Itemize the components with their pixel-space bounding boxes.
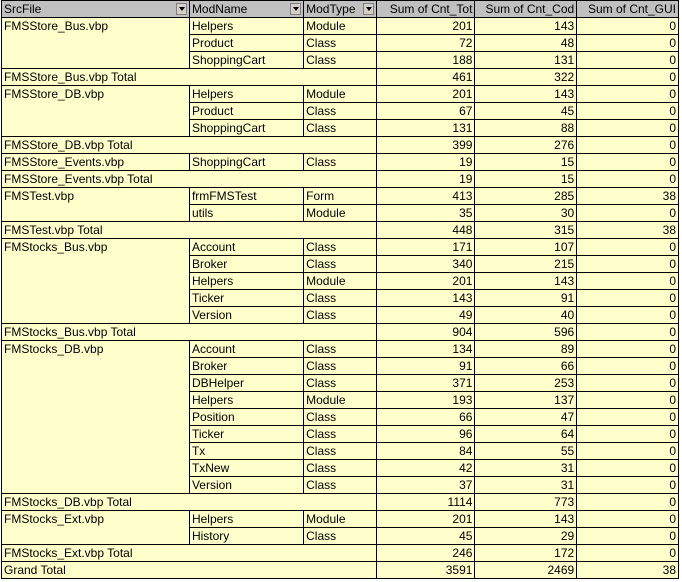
mod-name-cell[interactable]: History	[189, 528, 303, 545]
cnt-tot-cell[interactable]: 37	[376, 477, 475, 494]
subtotal-label[interactable]: FMSStore_Bus.vbp Total	[2, 69, 377, 86]
mod-type-cell[interactable]: Module	[304, 205, 377, 222]
subtotal-cnt-cod[interactable]: 773	[475, 494, 577, 511]
header-cnt-cod[interactable]: Sum of Cnt_Cod	[475, 1, 577, 18]
subtotal-cnt-gui[interactable]: 0	[577, 545, 679, 562]
src-file-cell[interactable]: FMStocks_Bus.vbp	[2, 239, 190, 256]
subtotal-label[interactable]: FMStocks_Bus.vbp Total	[2, 324, 377, 341]
src-file-cell-empty[interactable]	[2, 528, 190, 545]
table-row	[2, 154, 679, 171]
cnt-cod-cell[interactable]: 215	[475, 256, 577, 273]
table-row	[2, 460, 679, 477]
cnt-tot-cell[interactable]: 201	[376, 511, 475, 528]
table-row	[2, 103, 679, 120]
table-row	[2, 307, 679, 324]
table-row	[2, 273, 679, 290]
cnt-gui-cell[interactable]: 0	[577, 375, 679, 392]
subtotal-cnt-gui[interactable]: 0	[577, 171, 679, 188]
mod-name-cell[interactable]: ShoppingCart	[189, 52, 303, 69]
subtotal-cnt-gui[interactable]: 0	[577, 69, 679, 86]
subtotal-cnt-tot[interactable]: 448	[376, 222, 475, 239]
grand-total-cnt-tot[interactable]: 3591	[376, 562, 475, 579]
table-row	[2, 375, 679, 392]
src-file-cell-empty[interactable]	[2, 477, 190, 494]
cnt-cod-cell[interactable]: 48	[475, 35, 577, 52]
mod-name-cell[interactable]: DBHelper	[189, 375, 303, 392]
cnt-tot-cell[interactable]: 91	[376, 358, 475, 375]
mod-type-dropdown-icon[interactable]	[363, 3, 374, 15]
subtotal-cnt-cod[interactable]: 15	[475, 171, 577, 188]
mod-name-cell[interactable]: Product	[189, 103, 303, 120]
src-file-cell[interactable]: FMSStore_Events.vbp	[2, 154, 190, 171]
header-mod-name[interactable]	[189, 1, 303, 18]
cnt-gui-cell[interactable]: 0	[577, 307, 679, 324]
cnt-gui-cell[interactable]: 0	[577, 528, 679, 545]
subtotal-label[interactable]: FMSStore_Events.vbp Total	[2, 171, 377, 188]
cnt-tot-cell[interactable]: 340	[376, 256, 475, 273]
mod-type-cell[interactable]: Class	[304, 358, 377, 375]
mod-name-cell[interactable]: Broker	[189, 358, 303, 375]
cnt-gui-cell[interactable]: 0	[577, 205, 679, 222]
src-file-cell-empty[interactable]	[2, 205, 190, 222]
cnt-tot-cell[interactable]: 134	[376, 341, 475, 358]
cnt-gui-cell[interactable]: 0	[577, 477, 679, 494]
src-file-cell[interactable]: FMSTest.vbp	[2, 188, 190, 205]
table-row	[2, 120, 679, 137]
table-row	[2, 52, 679, 69]
table-row	[2, 358, 679, 375]
cnt-tot-cell[interactable]: 131	[376, 120, 475, 137]
src-file-cell[interactable]: FMStocks_Ext.vbp	[2, 511, 190, 528]
cnt-gui-cell[interactable]: 0	[577, 273, 679, 290]
mod-type-cell[interactable]: Module	[304, 511, 377, 528]
mod-name-cell[interactable]: frmFMSTest	[189, 188, 303, 205]
mod-name-cell[interactable]: TxNew	[189, 460, 303, 477]
mod-type-cell[interactable]: Class	[304, 239, 377, 256]
subtotal-cnt-cod[interactable]: 172	[475, 545, 577, 562]
subtotal-label[interactable]: FMStocks_Ext.vbp Total	[2, 545, 377, 562]
cnt-tot-cell[interactable]: 143	[376, 290, 475, 307]
cnt-gui-cell[interactable]: 0	[577, 256, 679, 273]
mod-name-cell[interactable]: ShoppingCart	[189, 120, 303, 137]
mod-name-cell[interactable]: Helpers	[189, 273, 303, 290]
mod-name-cell[interactable]: ShoppingCart	[189, 154, 303, 171]
subtotal-cnt-gui[interactable]: 0	[577, 324, 679, 341]
cnt-tot-cell[interactable]: 49	[376, 307, 475, 324]
cnt-cod-cell[interactable]: 15	[475, 154, 577, 171]
mod-name-cell[interactable]: Broker	[189, 256, 303, 273]
subtotal-row	[2, 137, 679, 154]
grand-total-cnt-gui[interactable]: 38	[577, 562, 679, 579]
pivot-body	[2, 18, 679, 579]
cnt-cod-cell[interactable]: 89	[475, 341, 577, 358]
cnt-cod-cell[interactable]: 31	[475, 477, 577, 494]
cnt-tot-cell[interactable]: 35	[376, 205, 475, 222]
table-row	[2, 392, 679, 409]
subtotal-cnt-cod[interactable]: 315	[475, 222, 577, 239]
subtotal-row	[2, 222, 679, 239]
cnt-tot-cell[interactable]: 201	[376, 86, 475, 103]
mod-type-cell[interactable]: Module	[304, 86, 377, 103]
cnt-cod-cell[interactable]: 107	[475, 239, 577, 256]
mod-type-cell[interactable]: Class	[304, 120, 377, 137]
cnt-cod-cell[interactable]: 47	[475, 409, 577, 426]
subtotal-row	[2, 494, 679, 511]
src-file-cell-empty[interactable]	[2, 256, 190, 273]
subtotal-cnt-tot[interactable]: 1114	[376, 494, 475, 511]
mod-type-cell[interactable]: Class	[304, 52, 377, 69]
cnt-cod-cell[interactable]: 31	[475, 460, 577, 477]
mod-name-cell[interactable]: Helpers	[189, 392, 303, 409]
mod-name-cell[interactable]: Helpers	[189, 86, 303, 103]
cnt-cod-cell[interactable]: 253	[475, 375, 577, 392]
cnt-tot-cell[interactable]: 96	[376, 426, 475, 443]
src-file-cell-empty[interactable]	[2, 443, 190, 460]
mod-name-cell[interactable]: Tx	[189, 443, 303, 460]
cnt-tot-cell[interactable]: 201	[376, 18, 475, 35]
mod-type-cell[interactable]: Class	[304, 103, 377, 120]
subtotal-row	[2, 545, 679, 562]
cnt-tot-cell[interactable]: 413	[376, 188, 475, 205]
src-file-cell-empty[interactable]	[2, 460, 190, 477]
cnt-cod-cell[interactable]: 64	[475, 426, 577, 443]
table-row	[2, 426, 679, 443]
cnt-cod-cell[interactable]: 143	[475, 511, 577, 528]
cnt-cod-cell[interactable]: 91	[475, 290, 577, 307]
cnt-tot-cell[interactable]: 84	[376, 443, 475, 460]
subtotal-cnt-cod[interactable]: 596	[475, 324, 577, 341]
header-mod-type-label: ModType	[306, 2, 356, 16]
table-row	[2, 477, 679, 494]
cnt-tot-cell[interactable]: 42	[376, 460, 475, 477]
subtotal-cnt-tot[interactable]: 246	[376, 545, 475, 562]
mod-name-cell[interactable]: Version	[189, 307, 303, 324]
cnt-tot-cell[interactable]: 188	[376, 52, 475, 69]
subtotal-label[interactable]: FMSStore_DB.vbp Total	[2, 137, 377, 154]
cnt-gui-cell[interactable]: 0	[577, 86, 679, 103]
cnt-cod-cell[interactable]: 285	[475, 188, 577, 205]
cnt-gui-cell[interactable]: 0	[577, 460, 679, 477]
mod-type-cell[interactable]: Class	[304, 426, 377, 443]
src-file-cell[interactable]: FMSStore_Bus.vbp	[2, 18, 190, 35]
src-file-cell[interactable]: FMStocks_DB.vbp	[2, 341, 190, 358]
mod-type-cell[interactable]: Class	[304, 375, 377, 392]
header-cnt-gui[interactable]: Sum of Cnt_GUI	[577, 1, 679, 18]
cnt-tot-cell[interactable]: 72	[376, 35, 475, 52]
table-row	[2, 290, 679, 307]
table-row	[2, 205, 679, 222]
mod-type-cell[interactable]: Class	[304, 256, 377, 273]
mod-name-cell[interactable]: Ticker	[189, 426, 303, 443]
cnt-cod-cell[interactable]: 88	[475, 120, 577, 137]
cnt-gui-cell[interactable]: 0	[577, 409, 679, 426]
src-file-cell-empty[interactable]	[2, 375, 190, 392]
cnt-tot-cell[interactable]: 66	[376, 409, 475, 426]
subtotal-cnt-gui[interactable]: 38	[577, 222, 679, 239]
subtotal-cnt-gui[interactable]: 0	[577, 137, 679, 154]
mod-type-cell[interactable]: Class	[304, 443, 377, 460]
table-row	[2, 239, 679, 256]
src-file-cell[interactable]: FMSStore_DB.vbp	[2, 86, 190, 103]
mod-name-cell[interactable]: Helpers	[189, 18, 303, 35]
cnt-gui-cell[interactable]: 0	[577, 120, 679, 137]
mod-type-cell[interactable]: Form	[304, 188, 377, 205]
cnt-gui-cell[interactable]: 38	[577, 188, 679, 205]
mod-type-cell[interactable]: Module	[304, 392, 377, 409]
cnt-tot-cell[interactable]: 193	[376, 392, 475, 409]
cnt-gui-cell[interactable]: 0	[577, 426, 679, 443]
mod-name-cell[interactable]: Position	[189, 409, 303, 426]
mod-type-cell[interactable]: Class	[304, 290, 377, 307]
cnt-gui-cell[interactable]: 0	[577, 18, 679, 35]
grand-total-cnt-cod[interactable]: 2469	[475, 562, 577, 579]
subtotal-cnt-tot[interactable]: 399	[376, 137, 475, 154]
cnt-cod-cell[interactable]: 55	[475, 443, 577, 460]
mod-name-cell[interactable]: Ticker	[189, 290, 303, 307]
mod-type-cell[interactable]: Class	[304, 341, 377, 358]
mod-name-cell[interactable]: Version	[189, 477, 303, 494]
src-file-dropdown-icon[interactable]	[176, 3, 187, 15]
src-file-cell-empty[interactable]	[2, 120, 190, 137]
subtotal-label[interactable]: FMStocks_DB.vbp Total	[2, 494, 377, 511]
cnt-cod-cell[interactable]: 40	[475, 307, 577, 324]
mod-type-cell[interactable]: Module	[304, 273, 377, 290]
mod-type-cell[interactable]: Class	[304, 528, 377, 545]
cnt-tot-cell[interactable]: 171	[376, 239, 475, 256]
header-mod-type[interactable]	[304, 1, 377, 18]
subtotal-row	[2, 69, 679, 86]
pivot-table	[1, 0, 679, 579]
src-file-cell-empty[interactable]	[2, 273, 190, 290]
cnt-cod-cell[interactable]: 143	[475, 273, 577, 290]
cnt-gui-cell[interactable]: 0	[577, 239, 679, 256]
cnt-gui-cell[interactable]: 0	[577, 103, 679, 120]
cnt-gui-cell[interactable]: 0	[577, 511, 679, 528]
header-mod-name-label: ModName	[191, 2, 248, 16]
header-row	[2, 1, 679, 18]
header-src-file[interactable]	[2, 1, 190, 18]
src-file-cell-empty[interactable]	[2, 358, 190, 375]
mod-type-cell[interactable]: Class	[304, 307, 377, 324]
subtotal-cnt-tot[interactable]: 461	[376, 69, 475, 86]
cnt-tot-cell[interactable]: 67	[376, 103, 475, 120]
mod-name-dropdown-icon[interactable]	[290, 3, 301, 15]
cnt-gui-cell[interactable]: 0	[577, 154, 679, 171]
src-file-cell-empty[interactable]	[2, 409, 190, 426]
header-cnt-tot[interactable]: Sum of Cnt_Tot	[376, 1, 475, 18]
subtotal-row	[2, 171, 679, 188]
table-row	[2, 86, 679, 103]
header-src-file-label: SrcFile	[4, 2, 42, 16]
subtotal-cnt-cod[interactable]: 322	[475, 69, 577, 86]
src-file-cell-empty[interactable]	[2, 392, 190, 409]
src-file-cell-empty[interactable]	[2, 426, 190, 443]
subtotal-cnt-gui[interactable]: 0	[577, 494, 679, 511]
src-file-cell-empty[interactable]	[2, 52, 190, 69]
table-row	[2, 341, 679, 358]
grand-total-label[interactable]: Grand Total	[2, 562, 377, 579]
mod-name-cell[interactable]: Account	[189, 239, 303, 256]
cnt-gui-cell[interactable]: 0	[577, 52, 679, 69]
cnt-gui-cell[interactable]: 0	[577, 35, 679, 52]
table-row	[2, 511, 679, 528]
src-file-cell-empty[interactable]	[2, 103, 190, 120]
cnt-tot-cell[interactable]: 371	[376, 375, 475, 392]
cnt-cod-cell[interactable]: 45	[475, 103, 577, 120]
cnt-gui-cell[interactable]: 0	[577, 358, 679, 375]
grand-total-row	[2, 562, 679, 579]
table-row	[2, 35, 679, 52]
cnt-gui-cell[interactable]: 0	[577, 341, 679, 358]
cnt-cod-cell[interactable]: 66	[475, 358, 577, 375]
src-file-cell-empty[interactable]	[2, 35, 190, 52]
table-row	[2, 443, 679, 460]
mod-type-cell[interactable]: Class	[304, 409, 377, 426]
src-file-cell-empty[interactable]	[2, 290, 190, 307]
mod-type-cell[interactable]: Class	[304, 154, 377, 171]
cnt-tot-cell[interactable]: 201	[376, 273, 475, 290]
cnt-gui-cell[interactable]: 0	[577, 392, 679, 409]
cnt-cod-cell[interactable]: 29	[475, 528, 577, 545]
cnt-cod-cell[interactable]: 143	[475, 18, 577, 35]
cnt-gui-cell[interactable]: 0	[577, 443, 679, 460]
table-row	[2, 18, 679, 35]
cnt-gui-cell[interactable]: 0	[577, 290, 679, 307]
table-row	[2, 256, 679, 273]
cnt-tot-cell[interactable]: 19	[376, 154, 475, 171]
subtotal-label[interactable]: FMSTest.vbp Total	[2, 222, 377, 239]
mod-type-cell[interactable]: Class	[304, 477, 377, 494]
subtotal-row	[2, 324, 679, 341]
cnt-cod-cell[interactable]: 143	[475, 86, 577, 103]
mod-name-cell[interactable]: Helpers	[189, 511, 303, 528]
subtotal-cnt-tot[interactable]: 19	[376, 171, 475, 188]
mod-type-cell[interactable]: Module	[304, 18, 377, 35]
cnt-cod-cell[interactable]: 30	[475, 205, 577, 222]
cnt-cod-cell[interactable]: 131	[475, 52, 577, 69]
mod-name-cell[interactable]: utils	[189, 205, 303, 222]
cnt-tot-cell[interactable]: 45	[376, 528, 475, 545]
table-row	[2, 188, 679, 205]
table-row	[2, 409, 679, 426]
cnt-cod-cell[interactable]: 137	[475, 392, 577, 409]
subtotal-cnt-cod[interactable]: 276	[475, 137, 577, 154]
mod-name-cell[interactable]: Account	[189, 341, 303, 358]
mod-type-cell[interactable]: Class	[304, 460, 377, 477]
subtotal-cnt-tot[interactable]: 904	[376, 324, 475, 341]
mod-type-cell[interactable]: Class	[304, 35, 377, 52]
mod-name-cell[interactable]: Product	[189, 35, 303, 52]
src-file-cell-empty[interactable]	[2, 307, 190, 324]
table-row	[2, 528, 679, 545]
